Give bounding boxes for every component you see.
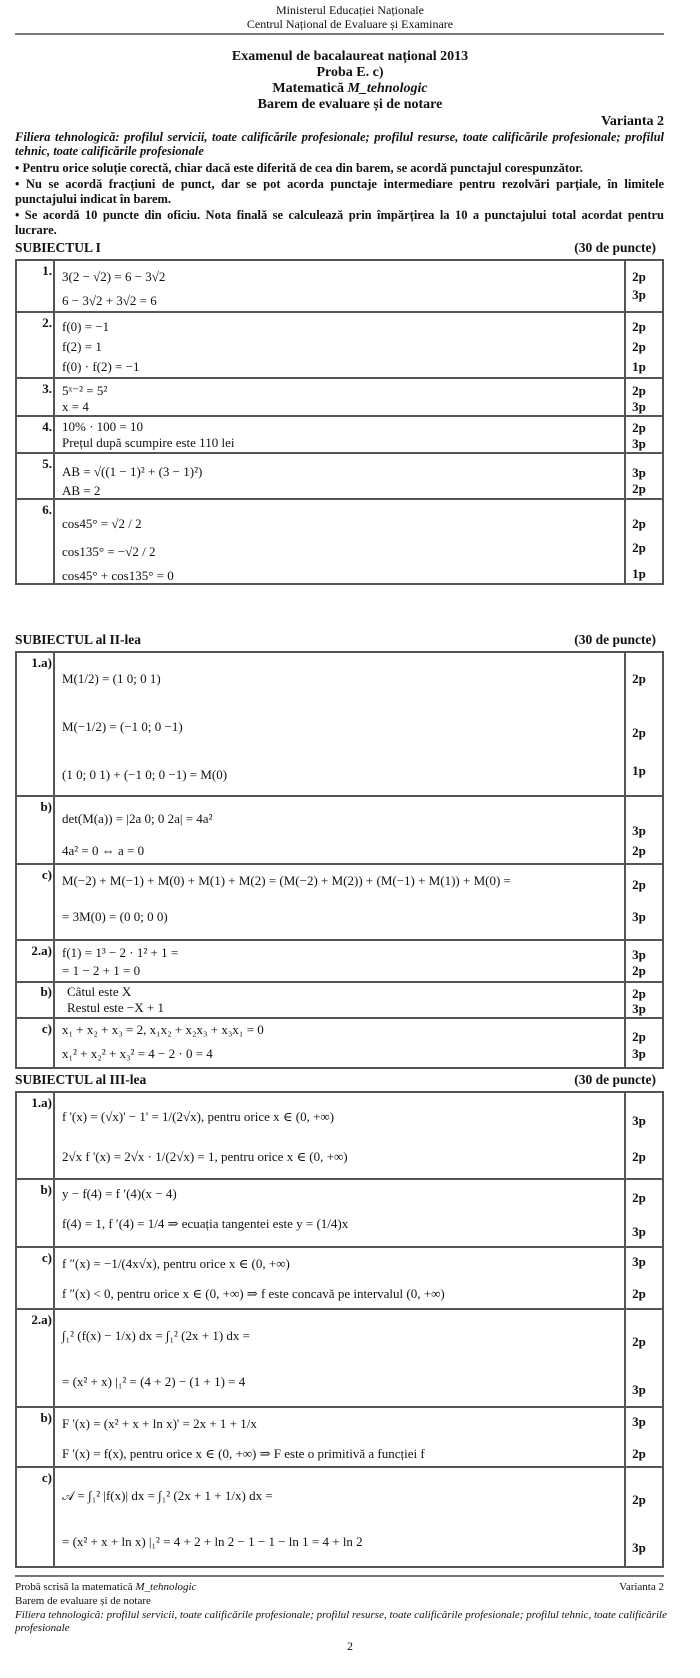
filiera-text: Filiera tehnologică: profilul servicii, toate calificările profesionale; profilul resurse, toate calificările profesionale; profilul tehnic, toate calificările profesionale — [15, 130, 664, 158]
item-line: 𝒜 = ∫₁² |f(x)| dx = ∫₁² (2x + 1 + 1/x) dx = — [62, 1488, 273, 1503]
item-row — [17, 261, 662, 311]
item-number: 5. — [42, 456, 52, 471]
item-row — [17, 939, 662, 981]
item-line: F '(x) = f(x), pentru orice x ∈ (0, +∞) ⇒ F este o primitivă a funcției f — [62, 1446, 425, 1461]
item-number: b) — [40, 1410, 52, 1425]
item-line: (1 0; 0 1) + (−1 0; 0 −1) = M(0) — [62, 767, 228, 782]
item-number: 4. — [42, 419, 52, 434]
item-points: 3p — [632, 909, 646, 924]
item-line: ∫₁² (f(x) − 1/x) dx = ∫₁² (2x + 1) dx = — [62, 1328, 250, 1343]
section-2-table — [15, 651, 664, 1069]
section-1-table — [15, 259, 664, 585]
item-points: 2p — [632, 986, 646, 1001]
item-row — [17, 795, 662, 863]
item-points: 2p — [632, 877, 646, 892]
item-number: c) — [41, 1250, 52, 1265]
item-row — [17, 981, 662, 1017]
item-number: c) — [41, 867, 52, 882]
item-points: 3p — [632, 1414, 646, 1429]
footer-prefix: Probă scrisă la matematică — [15, 1581, 136, 1593]
item-points: 2p — [632, 481, 646, 496]
item-points: 3p — [632, 1540, 646, 1555]
item-points: 3p — [632, 1254, 646, 1269]
item-points: 3p — [632, 1224, 646, 1239]
item-line: M(1/2) = (1 0; 0 1) — [62, 671, 161, 686]
item-line: f ″(x) = −1/(4x√x), pentru orice x ∈ (0, +∞) — [62, 1256, 290, 1271]
item-line: f(0) = −1 — [62, 319, 110, 334]
item-row — [17, 377, 662, 415]
item-line: cos135° = −√2 / 2 — [62, 544, 156, 559]
item-row — [17, 863, 662, 939]
item-line: = 1 − 2 + 1 = 0 — [62, 963, 141, 978]
section-3-heading — [15, 1072, 664, 1088]
item-row — [17, 1406, 662, 1466]
item-line: = 3M(0) = (0 0; 0 0) — [62, 909, 168, 924]
item-number: 1. — [42, 263, 52, 278]
item-line: AB = 2 — [62, 483, 101, 498]
item-number: 1.a) — [31, 1095, 52, 1110]
item-line: 6 − 3√2 + 3√2 = 6 — [62, 293, 157, 308]
item-line: M(−2) + M(−1) + M(0) + M(1) + M(2) = (M(−2) + M(2)) + (M(−1) + M(1)) + M(0) = — [62, 873, 511, 888]
item-points: 2p — [632, 671, 646, 686]
item-points: 2p — [632, 1446, 646, 1461]
footer-italic: M_tehnologic — [135, 1581, 197, 1593]
section-2-title: SUBIECTUL al II-lea — [15, 632, 142, 647]
item-row — [17, 311, 662, 377]
item-points: 2p — [632, 319, 646, 334]
item-line: 5ˣ⁻² = 5² — [62, 383, 108, 398]
item-points: 3p — [632, 465, 646, 480]
item-line: f '(x) = (√x)' − 1' = 1/(2√x), pentru orice x ∈ (0, +∞) — [62, 1109, 335, 1124]
proba-title: Proba E. c) — [316, 65, 384, 80]
item-line: cos45° + cos135° = 0 — [62, 568, 174, 583]
item-points: 2p — [632, 269, 646, 284]
item-row — [17, 1017, 662, 1067]
item-points: 2p — [632, 516, 646, 531]
item-line: Prețul după scumpire este 110 lei — [62, 435, 235, 450]
item-number: 3. — [42, 381, 52, 396]
subject-title — [0, 81, 700, 97]
item-line: F '(x) = (x² + x + ln x)' = 2x + 1 + 1/x — [62, 1416, 257, 1431]
section-3-table — [15, 1091, 664, 1568]
item-row — [17, 653, 662, 795]
item-points: 2p — [632, 843, 646, 858]
item-line: f(4) = 1, f ′(4) = 1/4 ⇒ ecuația tangentei este y = (1/4)x — [62, 1216, 349, 1231]
section-2-points: (30 de puncte) — [574, 632, 656, 647]
item-points: 3p — [632, 1113, 646, 1128]
item-line: cos45° = √2 / 2 — [62, 516, 142, 531]
footer-variant: Varianta 2 — [619, 1581, 664, 1593]
item-points: 2p — [632, 540, 646, 555]
item-line: det(M(a)) = |2a 0; 0 2a| = 4a² — [62, 811, 213, 826]
ministry-header: Ministerul Educației Naționale — [276, 3, 424, 17]
item-row — [17, 452, 662, 498]
item-number: c) — [41, 1470, 52, 1485]
item-line: = (x² + x + ln x) |₁² = 4 + 2 + ln 2 − 1 − 1 − ln 1 = 4 + ln 2 — [62, 1534, 363, 1549]
bullet-3: • Se acordă 10 puncte din oficiu. Nota finală se calculează prin împărțirea la 10 a punctajului total acordat pentru lucrare. — [15, 208, 664, 237]
item-row — [17, 1308, 662, 1406]
item-points: 1p — [632, 566, 646, 581]
item-points: 2p — [632, 1149, 646, 1164]
item-points: 2p — [632, 339, 646, 354]
item-points: 2p — [632, 1190, 646, 1205]
item-points: 2p — [632, 383, 646, 398]
item-number: b) — [40, 799, 52, 814]
item-row — [17, 1246, 662, 1308]
item-number: 2.a) — [31, 1312, 52, 1327]
item-line: y − f(4) = f ′(4)(x − 4) — [62, 1186, 177, 1201]
item-points: 3p — [632, 1046, 646, 1061]
page-number: 2 — [347, 1639, 353, 1653]
barem-title: Barem de evaluare și de notare — [257, 97, 443, 112]
item-line: Câtul este X — [67, 984, 132, 999]
item-number: b) — [40, 1182, 52, 1197]
item-row — [17, 415, 662, 452]
footer-filiera: Filiera tehnologică: profilul servicii, toate calificările profesionale; profilul resurse, toate calificările profesionale; profilul tehnic, toate calificările profesionale — [15, 1609, 667, 1634]
item-points: 2p — [632, 1029, 646, 1044]
item-line: f(1) = 1³ − 2 · 1² + 1 = — [62, 945, 179, 960]
exam-title: Examenul de bacalaureat național 2013 — [231, 49, 469, 64]
item-number: c) — [41, 1021, 52, 1036]
variant-label: Varianta 2 — [601, 114, 664, 129]
header-rule — [15, 33, 664, 35]
item-number: 6. — [42, 502, 52, 517]
item-row — [17, 1093, 662, 1178]
item-points: 3p — [632, 1001, 646, 1016]
item-line: 2√x f '(x) = 2√x · 1/(2√x) = 1, pentru orice x ∈ (0, +∞) — [62, 1149, 348, 1164]
item-line: M(−1/2) = (−1 0; 0 −1) — [62, 719, 183, 734]
item-number: b) — [40, 984, 52, 999]
item-line: x₁² + x₂² + x₃² = 4 − 2 · 0 = 4 — [62, 1046, 213, 1061]
item-points: 2p — [632, 1492, 646, 1507]
item-line: x = 4 — [62, 399, 89, 414]
section-1-heading — [15, 240, 664, 256]
item-points: 3p — [632, 947, 646, 962]
item-points: 2p — [632, 420, 646, 435]
item-line: f(0) · f(2) = −1 — [62, 359, 140, 374]
item-number: 2. — [42, 315, 52, 330]
footer-line-2: Barem de evaluare și de notare — [15, 1595, 151, 1607]
item-points: 2p — [632, 725, 646, 740]
bullet-1: • Pentru orice soluție corectă, chiar dacă este diferită de cea din barem, se acordă punctajul corespunzător. — [15, 161, 583, 175]
section-1-points: (30 de puncte) — [574, 240, 656, 255]
footer-rule — [15, 1575, 664, 1577]
item-row — [17, 498, 662, 583]
item-points: 3p — [632, 287, 646, 302]
item-number: 2.a) — [31, 943, 52, 958]
item-points: 3p — [632, 399, 646, 414]
section-1-title: SUBIECTUL I — [15, 240, 101, 255]
section-2-heading — [15, 632, 664, 648]
item-row — [17, 1466, 662, 1566]
item-points: 2p — [632, 1286, 646, 1301]
item-points: 3p — [632, 436, 646, 451]
footer-line-1 — [15, 1581, 196, 1594]
item-row — [17, 1178, 662, 1246]
item-line: AB = √((1 − 1)² + (3 − 1)²) — [62, 464, 203, 479]
item-line: 3(2 − √2) = 6 − 3√2 — [62, 269, 166, 284]
item-points: 1p — [632, 359, 646, 374]
item-line: 4a² = 0 ⇔ a = 0 — [62, 843, 145, 858]
bullet-2: • Nu se acordă fracțiuni de punct, dar se pot acorda punctaje intermediare pentru rezolvări parțiale, în limitele punctajului indicat în barem. — [15, 177, 664, 206]
item-points: 3p — [632, 823, 646, 838]
section-3-points: (30 de puncte) — [574, 1072, 656, 1087]
item-line: f ″(x) < 0, pentru orice x ∈ (0, +∞) ⇒ f este concavă pe intervalul (0, +∞) — [62, 1286, 445, 1301]
item-line: 10% · 100 = 10 — [62, 419, 143, 434]
section-3-title: SUBIECTUL al III-lea — [15, 1072, 147, 1087]
item-line: = (x² + x) |₁² = (4 + 2) − (1 + 1) = 4 — [62, 1374, 246, 1389]
item-points: 1p — [632, 763, 646, 778]
item-points: 2p — [632, 1334, 646, 1349]
subject-prefix: Matematică — [272, 81, 348, 96]
item-line: x₁ + x₂ + x₃ = 2, x₁x₂ + x₂x₃ + x₃x₁ = 0 — [62, 1022, 264, 1037]
item-points: 3p — [632, 1382, 646, 1397]
item-line: Restul este −X + 1 — [67, 1000, 164, 1015]
item-number: 1.a) — [31, 655, 52, 670]
center-header: Centrul Național de Evaluare și Examinare — [246, 17, 454, 31]
item-line: f(2) = 1 — [62, 339, 102, 354]
item-points: 2p — [632, 963, 646, 978]
subject-italic: M_tehnologic — [347, 81, 428, 96]
